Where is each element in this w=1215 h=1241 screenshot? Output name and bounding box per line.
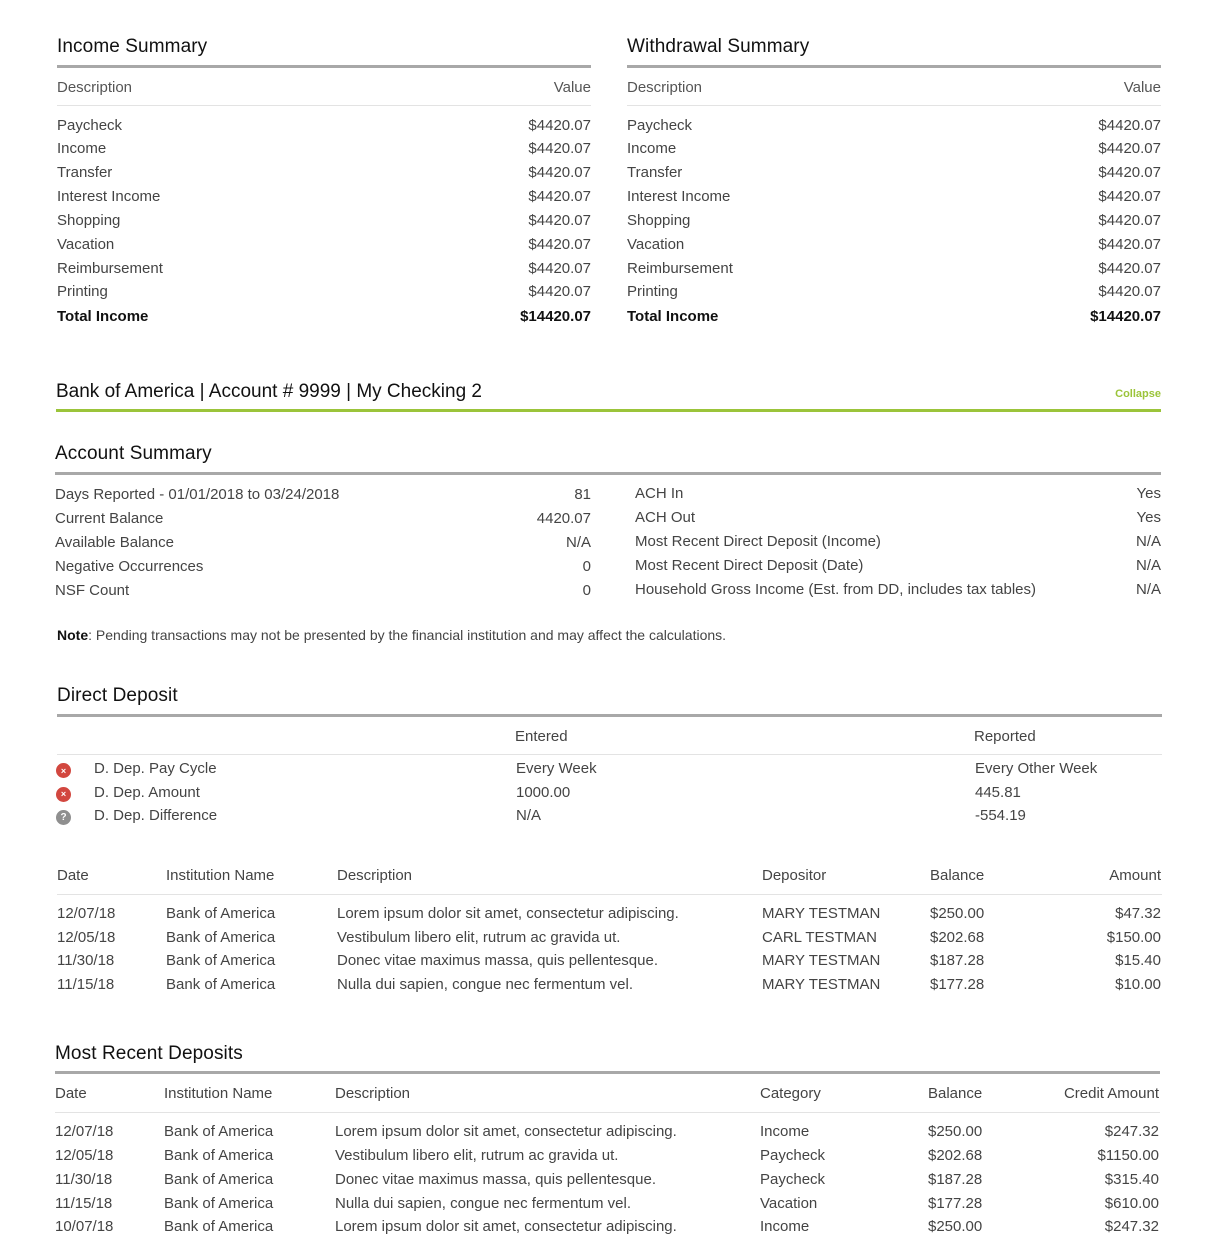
account-summary-value: N/A	[1135, 580, 1161, 598]
table-cell: Income	[760, 1218, 810, 1236]
table-cell: $177.28	[928, 1194, 983, 1212]
table-cell: MARY TESTMAN	[762, 952, 881, 970]
summary-row-value: $4420.07	[1098, 164, 1161, 182]
summary-row-value: $4420.07	[528, 211, 591, 229]
account-summary-row	[635, 531, 1161, 551]
withdrawal-total-value: $14420.07	[1090, 307, 1161, 325]
summary-row-value: $4420.07	[528, 188, 591, 206]
summary-row-value: $4420.07	[1098, 211, 1161, 229]
summary-row	[57, 139, 591, 159]
account-summary-label: Available Balance	[55, 533, 174, 551]
income-col-value: Value	[553, 78, 591, 96]
income-total-label: Total Income	[57, 307, 149, 325]
summary-row-value: $4420.07	[528, 140, 591, 158]
account-summary-row	[635, 555, 1161, 575]
summary-row-value: $4420.07	[1098, 259, 1161, 277]
table-cell: Bank of America	[164, 1170, 274, 1188]
summary-row-label: Paycheck	[57, 116, 123, 134]
withdrawal-summary-title: Withdrawal Summary	[627, 36, 810, 57]
summary-row-value: $4420.07	[528, 116, 591, 134]
account-summary-row	[55, 508, 591, 528]
summary-row-value: $4420.07	[528, 164, 591, 182]
summary-row-label: Paycheck	[627, 116, 693, 134]
summary-row-label: Income	[57, 140, 107, 158]
summary-row-value: $4420.07	[1098, 283, 1161, 301]
table-cell: 11/15/18	[55, 1194, 113, 1212]
summary-row-label: Reimbursement	[627, 259, 733, 277]
table-cell: Bank of America	[166, 928, 276, 946]
table-cell: $247.32	[1104, 1123, 1159, 1140]
recent-deposits-divider	[55, 1071, 1160, 1074]
note-text: : Pending transactions may not be presented by the financial institution and may affect the calculations.	[88, 627, 727, 643]
table-cell: $202.68	[928, 1146, 983, 1164]
table-cell: Vacation	[760, 1194, 818, 1212]
summary-row	[627, 187, 1161, 207]
table-cell: MARY TESTMAN	[762, 976, 881, 994]
recent-deposits-title: Most Recent Deposits	[55, 1043, 243, 1064]
summary-row-label: Income	[627, 140, 677, 158]
income-summary-header	[57, 77, 591, 97]
collapse-link[interactable]: Collapse	[1115, 388, 1161, 400]
summary-row-label: Transfer	[57, 164, 113, 182]
table-cell: $187.28	[928, 1170, 983, 1188]
account-summary-label: Negative Occurrences	[55, 557, 204, 575]
pending-note	[57, 627, 726, 643]
withdrawal-col-value: Value	[1123, 78, 1161, 96]
withdrawal-summary-header	[627, 77, 1161, 97]
account-summary-label: NSF Count	[55, 581, 130, 599]
table-header-cell: Date	[57, 867, 89, 884]
account-summary-row	[635, 507, 1161, 527]
account-summary-value: N/A	[1135, 532, 1161, 550]
dd-row-entered: 1000.00	[516, 783, 571, 801]
table-cell: MARY TESTMAN	[762, 905, 881, 922]
table-header-cell: Description	[337, 867, 413, 884]
table-cell: Lorem ipsum dolor sit amet, consectetur adipiscing.	[335, 1123, 677, 1140]
income-total-value: $14420.07	[520, 307, 591, 325]
summary-row-label: Shopping	[57, 211, 121, 229]
table-cell: 10/07/18	[55, 1218, 114, 1236]
account-summary-row	[55, 484, 591, 504]
account-summary-value: 0	[582, 557, 591, 575]
table-cell: Lorem ipsum dolor sit amet, consectetur adipiscing.	[335, 1218, 677, 1236]
dd-row-label: D. Dep. Pay Cycle	[94, 760, 217, 777]
summary-row-label: Printing	[627, 283, 678, 301]
account-summary-row	[55, 580, 591, 600]
account-header-title: Bank of America | Account # 9999 | My Checking 2	[56, 381, 482, 402]
income-summary-title: Income Summary	[57, 36, 208, 57]
summary-row-label: Interest Income	[627, 188, 731, 206]
summary-row-value: $4420.07	[528, 283, 591, 301]
account-summary-label: Household Gross Income (Est. from DD, includes tax tables)	[635, 580, 1036, 598]
summary-row	[57, 282, 591, 302]
table-cell: 11/30/18	[57, 952, 115, 970]
question-circle-icon: ?	[56, 810, 71, 825]
table-header-cell: Balance	[930, 867, 985, 884]
withdrawal-header-divider	[627, 105, 1161, 106]
table-cell: $1150.00	[1097, 1146, 1159, 1164]
account-summary-label: ACH Out	[635, 508, 696, 526]
summary-row-label: Vacation	[627, 235, 685, 253]
table-cell: $10.00	[1115, 976, 1161, 994]
summary-row-value: $4420.07	[1098, 140, 1161, 158]
dd-col-entered: Entered	[515, 728, 568, 745]
account-summary-label: Days Reported - 01/01/2018 to 03/24/2018	[55, 485, 340, 503]
table-cell: $177.28	[930, 976, 985, 994]
table-cell: Income	[760, 1123, 810, 1140]
table-header-cell: Balance	[928, 1085, 983, 1102]
income-col-description: Description	[57, 78, 133, 96]
account-summary-row	[55, 556, 591, 576]
summary-row-label: Transfer	[627, 164, 683, 182]
table-cell: Bank of America	[166, 976, 276, 994]
account-summary-label: ACH In	[635, 484, 684, 502]
table-cell: Vestibulum libero elit, rutrum ac gravida ut.	[335, 1146, 619, 1164]
table-cell: $47.32	[1115, 905, 1161, 922]
account-summary-row	[55, 532, 591, 552]
table-cell: $150.00	[1106, 928, 1161, 946]
direct-deposit-divider	[57, 714, 1162, 717]
income-summary-divider	[57, 65, 591, 68]
summary-row	[627, 163, 1161, 183]
account-summary-title: Account Summary	[55, 443, 212, 464]
table-cell: 12/05/18	[55, 1146, 114, 1164]
dd-row-label: D. Dep. Difference	[94, 807, 218, 824]
dd-row-entered: N/A	[516, 807, 542, 824]
table-cell: 12/07/18	[55, 1123, 114, 1140]
summary-row	[57, 210, 591, 230]
withdrawal-total-row	[627, 306, 1161, 326]
account-summary-row	[635, 483, 1161, 503]
dd-row-reported: 445.81	[975, 783, 1021, 801]
summary-row	[627, 210, 1161, 230]
income-header-divider	[57, 105, 591, 106]
dd-header-divider	[57, 754, 1162, 755]
withdrawal-summary-divider	[627, 65, 1161, 68]
table-header-cell: Institution Name	[166, 867, 275, 884]
direct-deposit-title: Direct Deposit	[57, 685, 178, 706]
table-header-cell: Institution Name	[164, 1085, 273, 1102]
table-cell: $250.00	[928, 1123, 983, 1140]
dd-row-label: D. Dep. Amount	[94, 783, 200, 801]
account-summary-value: Yes	[1136, 508, 1161, 526]
account-summary-label: Most Recent Direct Deposit (Income)	[635, 532, 881, 550]
table-cell: Nulla dui sapien, congue nec fermentum vel.	[335, 1194, 632, 1212]
summary-row-value: $4420.07	[1098, 116, 1161, 134]
table-cell: CARL TESTMAN	[762, 928, 878, 946]
dd-col-reported: Reported	[974, 728, 1036, 745]
table-header-cell: Description	[335, 1085, 411, 1102]
table-cell: 12/07/18	[57, 905, 116, 922]
recent-deposits-header-divider	[55, 1112, 1160, 1113]
summary-row	[57, 163, 591, 183]
table-cell: $315.40	[1104, 1170, 1159, 1188]
close-circle-icon: ×	[56, 763, 71, 778]
account-summary-value: 0	[582, 581, 591, 599]
table-cell: Paycheck	[760, 1170, 826, 1188]
table-cell: 11/15/18	[57, 976, 115, 994]
account-summary-value: 4420.07	[536, 509, 591, 527]
summary-row	[627, 234, 1161, 254]
summary-row-value: $4420.07	[1098, 235, 1161, 253]
table-cell: Bank of America	[164, 1218, 274, 1236]
table-header-cell: Date	[55, 1085, 87, 1102]
table-cell: $250.00	[930, 905, 985, 922]
summary-row	[57, 187, 591, 207]
account-summary-label: Most Recent Direct Deposit (Date)	[635, 556, 864, 574]
table-cell: Bank of America	[166, 905, 276, 922]
table-cell: Donec vitae maximus massa, quis pellentesque.	[335, 1170, 656, 1188]
summary-row-value: $4420.07	[1098, 188, 1161, 206]
account-header-divider	[56, 409, 1161, 412]
withdrawal-col-description: Description	[627, 78, 703, 96]
note-label: Note	[57, 627, 89, 643]
account-summary-row	[635, 579, 1161, 599]
table-cell: Nulla dui sapien, congue nec fermentum vel.	[337, 976, 634, 994]
table-header-cell: Category	[760, 1085, 821, 1102]
withdrawal-total-label: Total Income	[627, 307, 719, 325]
summary-row-label: Shopping	[627, 211, 691, 229]
account-summary-value: N/A	[565, 533, 591, 551]
table-cell: Donec vitae maximus massa, quis pellentesque.	[337, 952, 658, 970]
summary-row-label: Reimbursement	[57, 259, 163, 277]
table-cell: Bank of America	[164, 1123, 274, 1140]
account-summary-value: N/A	[1135, 556, 1161, 574]
table-header-cell: Credit Amount	[1063, 1085, 1159, 1102]
summary-row	[627, 139, 1161, 159]
table-cell: Bank of America	[166, 952, 276, 970]
account-summary-value: 81	[574, 485, 591, 503]
dd-row-reported: -554.19	[975, 807, 1026, 824]
table-cell: $187.28	[930, 952, 985, 970]
summary-row-label: Interest Income	[57, 188, 161, 206]
dd-row-reported: Every Other Week	[975, 760, 1098, 777]
table-cell: Paycheck	[760, 1146, 826, 1164]
table-cell: 11/30/18	[55, 1170, 113, 1188]
summary-row-value: $4420.07	[528, 235, 591, 253]
account-summary-divider	[55, 472, 1161, 475]
summary-row	[57, 115, 591, 135]
table-cell: $247.32	[1104, 1218, 1159, 1236]
account-summary-label: Current Balance	[55, 509, 164, 527]
table-cell: $610.00	[1104, 1194, 1159, 1212]
summary-row	[57, 258, 591, 278]
account-summary-value: Yes	[1136, 484, 1161, 502]
table-header-cell: Depositor	[762, 867, 827, 884]
income-total-row	[57, 306, 591, 326]
table-cell: Vestibulum libero elit, rutrum ac gravida ut.	[337, 928, 621, 946]
table-cell: $250.00	[928, 1218, 983, 1236]
summary-row	[57, 234, 591, 254]
table-cell: Lorem ipsum dolor sit amet, consectetur adipiscing.	[337, 905, 679, 922]
table-header-cell: Amount	[1109, 867, 1161, 884]
table-cell: 12/05/18	[57, 928, 116, 946]
summary-row	[627, 115, 1161, 135]
summary-row	[627, 258, 1161, 278]
summary-row	[627, 282, 1161, 302]
table-cell: Bank of America	[164, 1146, 274, 1164]
dd-row-entered: Every Week	[516, 760, 597, 777]
table-cell: $15.40	[1115, 952, 1161, 970]
summary-row-value: $4420.07	[528, 259, 591, 277]
table-cell: Bank of America	[164, 1194, 274, 1212]
summary-row-label: Printing	[57, 283, 108, 301]
summary-row-label: Vacation	[57, 235, 115, 253]
table-cell: $202.68	[930, 928, 985, 946]
dd-transactions-divider	[57, 894, 1162, 895]
close-circle-icon: ×	[56, 787, 71, 802]
